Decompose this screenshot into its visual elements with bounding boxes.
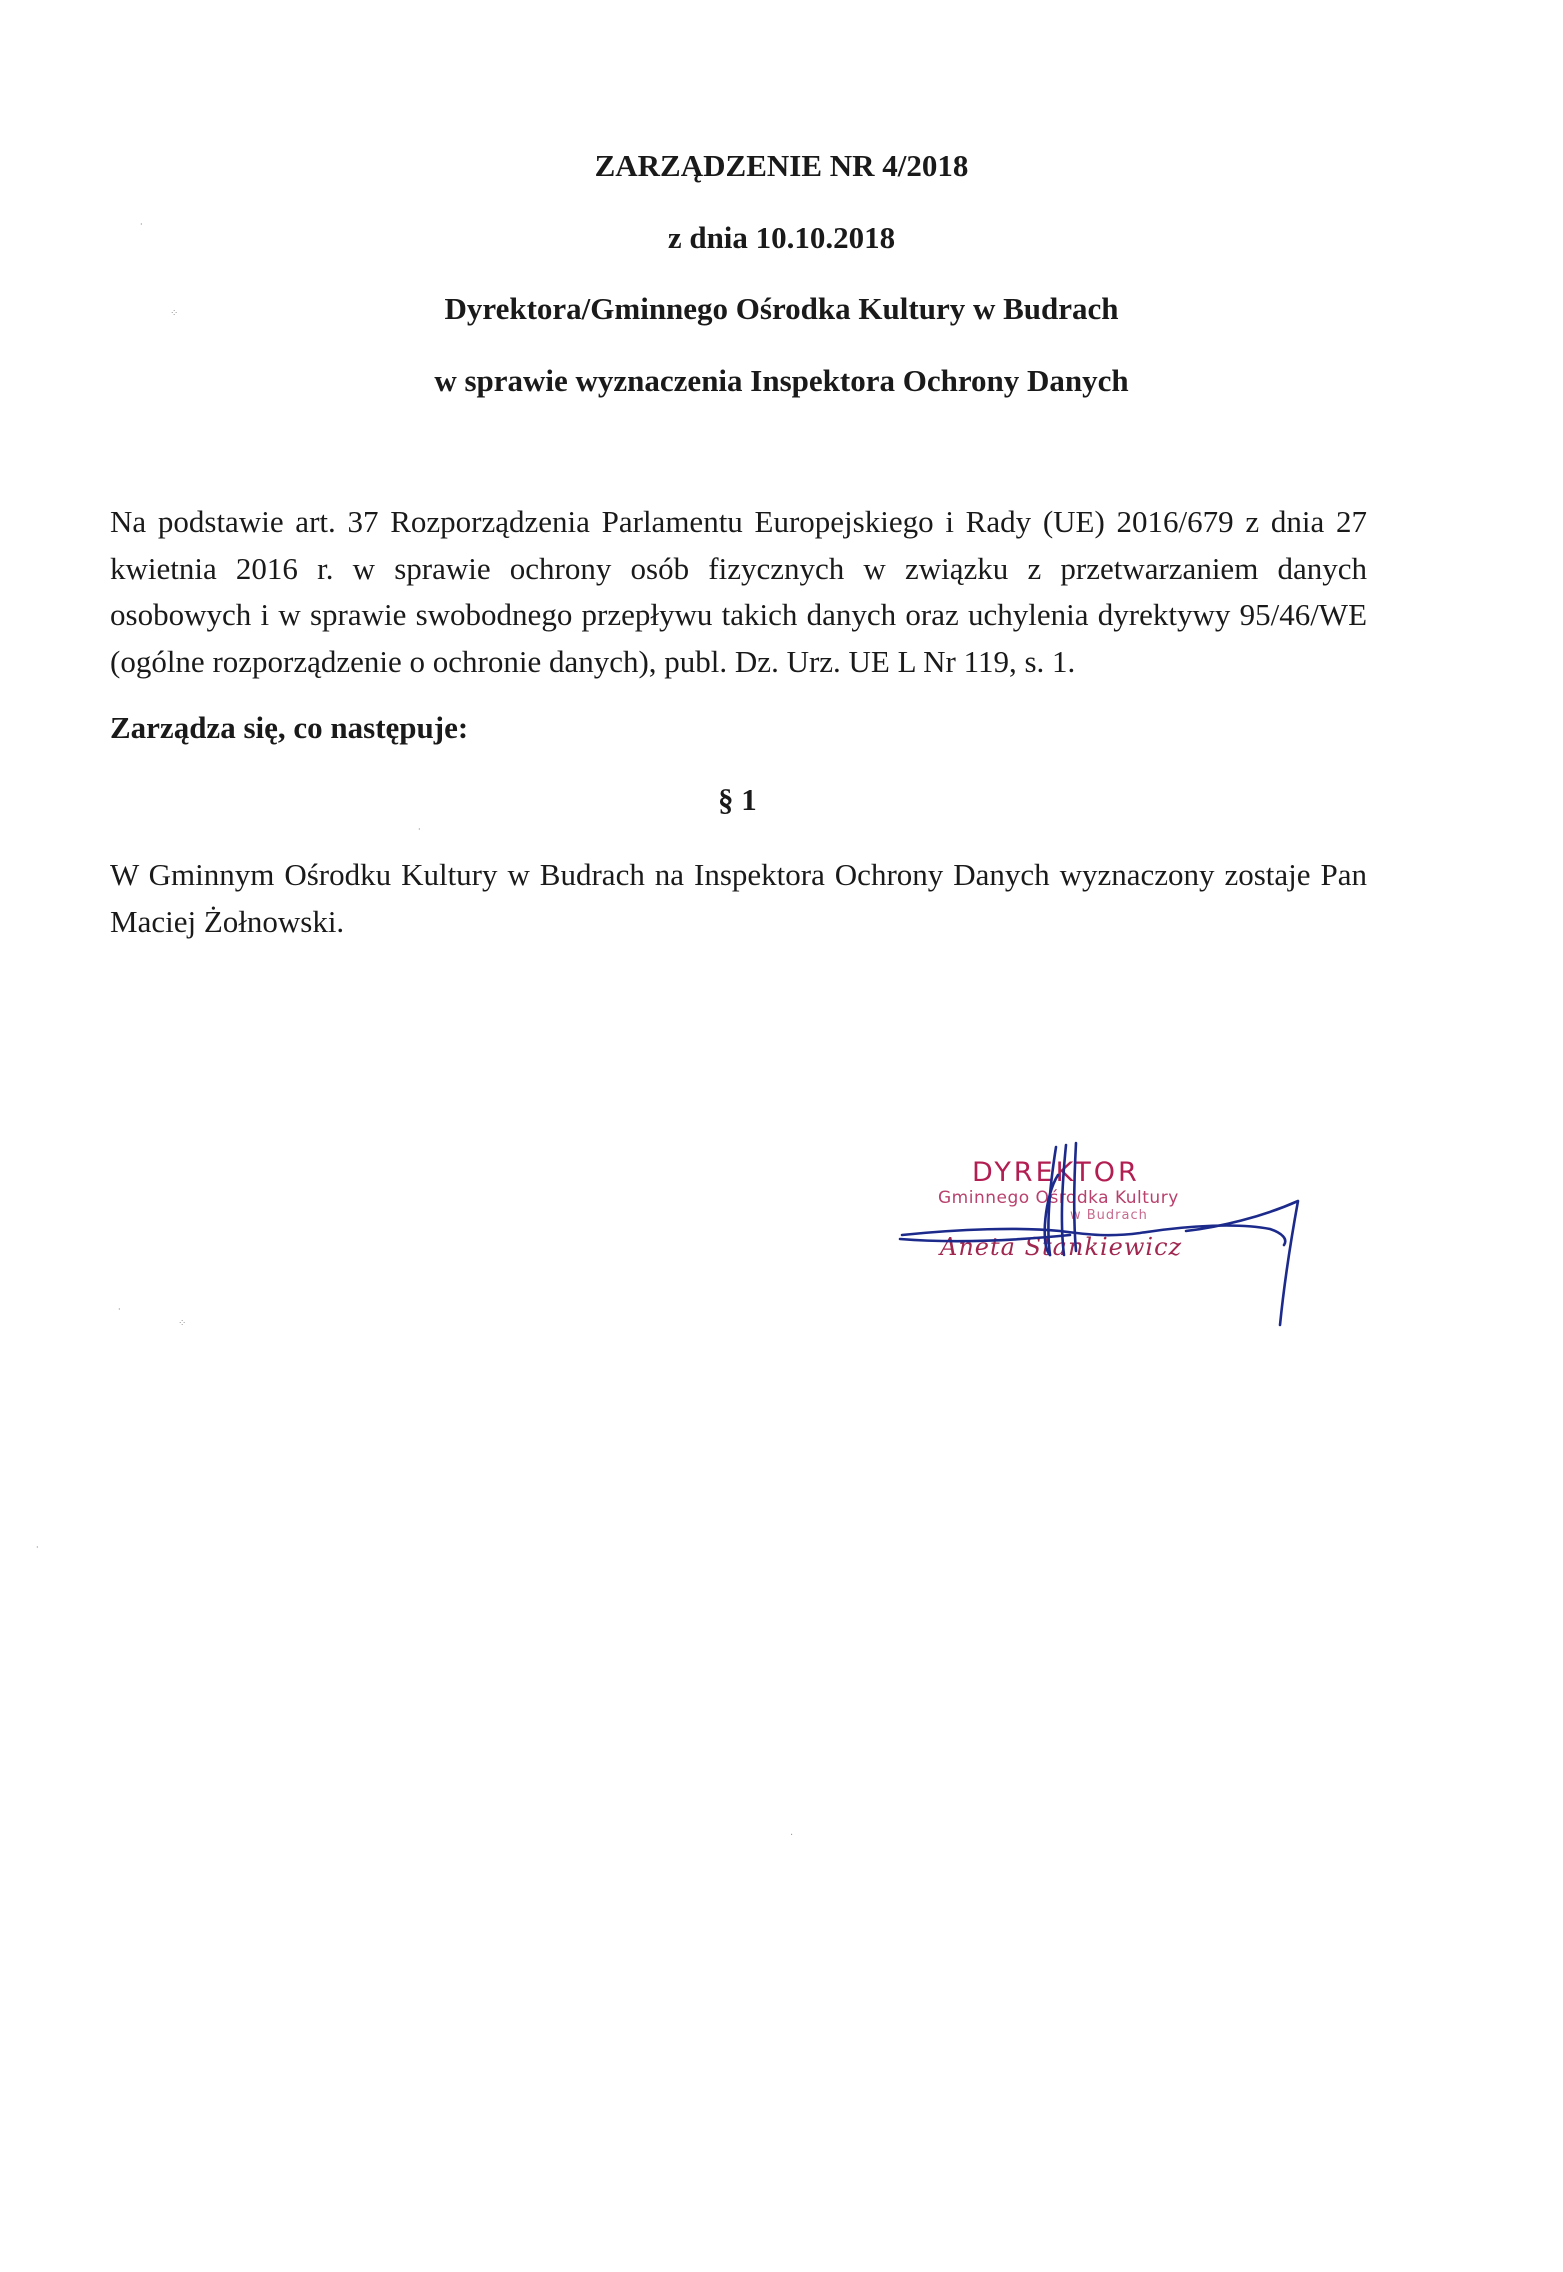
section-paragraph: W Gminnym Ośrodku Kultury w Budrach na Inspektora Ochrony Danych wyznaczony zostaje Pan Maciej Żołnowski. bbox=[110, 857, 1367, 939]
stamp-name: Aneta Stankiewicz bbox=[940, 1233, 1183, 1261]
signature-stroke-1 bbox=[1048, 1147, 1056, 1255]
signature-stroke-3 bbox=[1074, 1143, 1076, 1251]
stamp-title: DYREKTOR bbox=[972, 1157, 1140, 1188]
signature-stroke-7 bbox=[1186, 1201, 1298, 1325]
stamp-organization: Gminnego Ośrodka Kultury bbox=[938, 1188, 1179, 1208]
document-date: z dnia 10.10.2018 bbox=[667, 220, 896, 255]
section-mark-label: § 1 bbox=[718, 782, 757, 817]
ordering-clause: Zarządza się, co następuje: bbox=[110, 710, 469, 745]
document-title: ZARZĄDZENIE NR 4/2018 bbox=[594, 148, 969, 183]
scan-speck: · bbox=[790, 1830, 794, 1841]
scan-speck: ⸳ bbox=[418, 823, 421, 834]
scan-speck: ⸳ bbox=[118, 1303, 121, 1314]
stamp-place: w Budrach bbox=[1070, 1208, 1148, 1223]
handwritten-signature bbox=[890, 1105, 1310, 1335]
legal-basis-paragraph: Na podstawie art. 37 Rozporządzenia Parlamentu Europejskiego i Rady (UE) 2016/679 z dnia 27 kwietnia 2016 r. w sprawie ochrony osób fizycznych w związku z przetwarzaniem danych osobowych i w sprawie swobodnego przepływu takich danych oraz uchylenia dyrektywy 95/46/WE (ogólne rozporządzenie o ochronie danych), publ. Dz. Urz. UE L Nr 119, s. 1. bbox=[110, 504, 1367, 679]
signature-stroke-4 bbox=[1045, 1175, 1058, 1255]
stamp-and-signature bbox=[890, 1105, 1310, 1335]
document-subject: w sprawie wyznaczenia Inspektora Ochrony Danych bbox=[434, 363, 1129, 398]
signature-stroke-2 bbox=[1062, 1145, 1066, 1255]
scan-speck: ⁘ bbox=[178, 1318, 187, 1329]
scan-speck: ⸳ bbox=[36, 1541, 39, 1552]
scan-speck: ⸳ bbox=[140, 218, 143, 229]
scan-speck: ⁘ bbox=[170, 308, 179, 319]
document-issuer: Dyrektora/Gminnego Ośrodka Kultury w Budrach bbox=[444, 291, 1119, 326]
